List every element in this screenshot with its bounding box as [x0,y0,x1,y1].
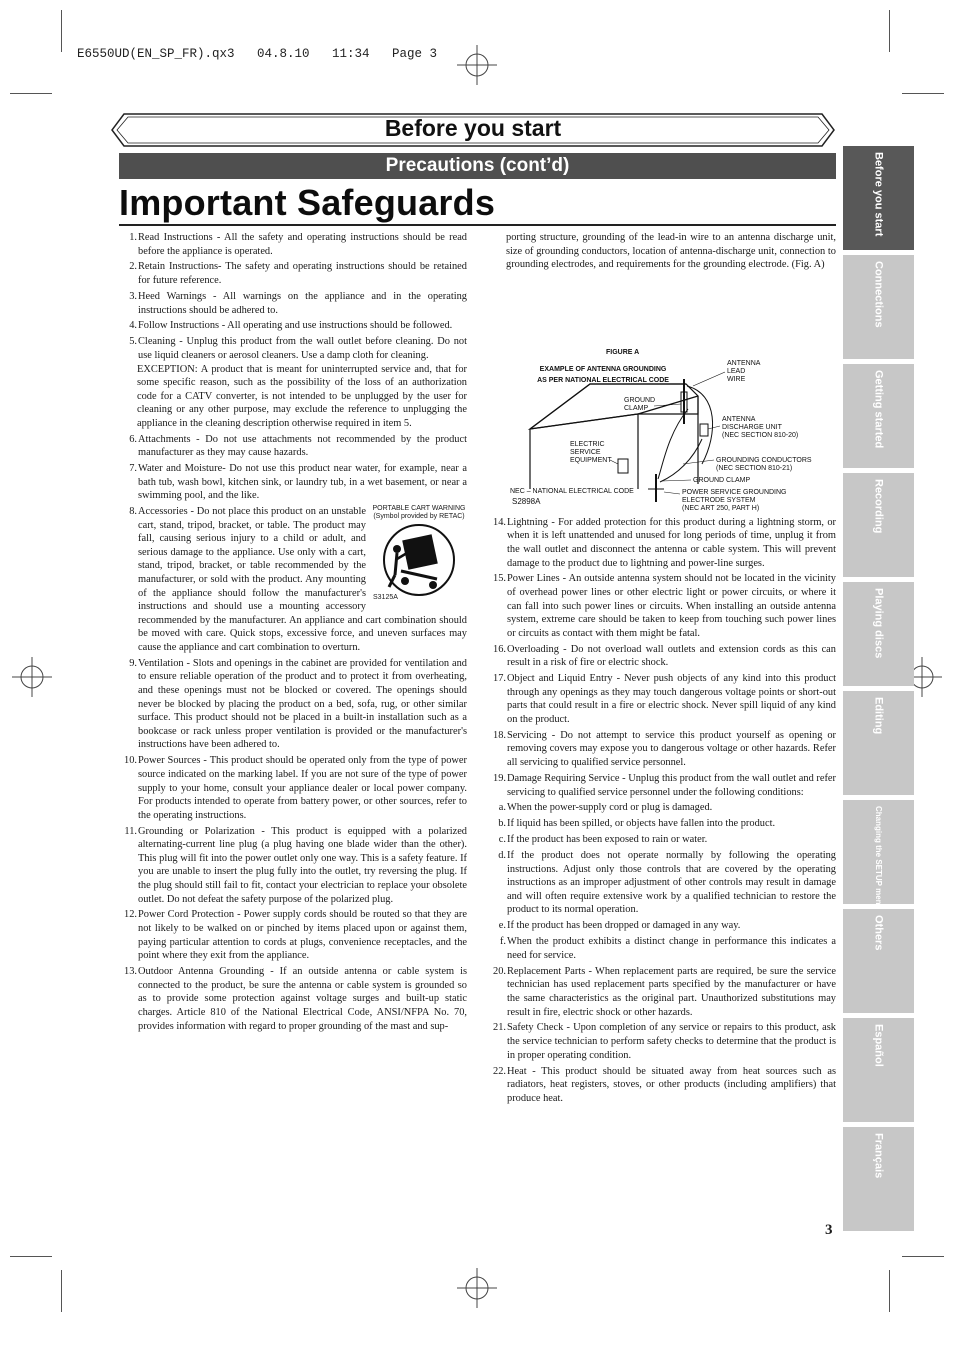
list-item: 3. Heed Warnings - All warnings on the appliance and in the operating instructions should be adhered to. [129,290,467,316]
title-rule [119,224,836,226]
left-column [119,231,467,1035]
list-item: 20. Replacement Parts - When replacement parts are required, be sure the service technician has used replacement parts specified by the manufacturer or have the same characteristics as the original part. Unauthorized substitutions may result in fire, electric shock or other hazards. [493,965,836,1018]
page-number: 3 [825,1222,833,1238]
svg-text:GROUND CLAMP: GROUND CLAMP [693,476,751,484]
list-item: 14. Lightning - For added protection for this product during a lightning storm, or when it is left unattended and unused for long periods of time, unplug it from the wall outlet and disconnect the antenna or cable system. This will prevent damage to the product due to lightning and power-line surges. [493,516,836,569]
list-item: 19. Damage Requiring Service - Unplug this product from the wall outlet and refer servicing to qualified service personnel under the following conditions: [493,772,836,798]
list-item: 15. Power Lines - An outside antenna system should not be located in the vicinity of overhead power lines or other electric light or power circuits, or where it can fall into such power lines or circuits. When installing an outside antenna system, extreme care should be taken to keep from touching such power lines or circuits as contact with them might be fatal. [493,573,836,639]
figure-subtitle: EXAMPLE OF ANTENNA GROUNDING [539,365,667,373]
cart-caption-sub: (Symbol provided by RETAC) [373,513,465,521]
svg-text:S2898A: S2898A [512,496,541,506]
svg-text:ANTENNA: ANTENNA [722,415,756,423]
print-slug: E6550UD(EN_SP_FR).qx3 04.8.10 11:34 Page 3 [77,47,438,61]
registration-mark-top [455,43,499,87]
subsection-title: Precautions (cont’d) [385,155,570,176]
list-item: 2. Retain Instructions- The safety and operating instructions should be retained for future reference. [129,261,467,287]
list-subitem: a. When the power-supply cord or plug is damaged. [498,802,713,814]
svg-text:ANTENNA: ANTENNA [727,359,761,367]
list-item: 11. Grounding or Polarization - This product is equipped with a polarized alternating-current line plug (a plug having one blade wider than the other). This plug will fit into the power outlet only one way. This is a safety feature. If you are unable to insert the plug fully into the outlet, try reversing the plug. If the plug should still fail to fit, contact your electrician to replace your obsolete outlet. Do not defeat the safety purpose of the polarized plug. [124,825,467,905]
list-item: 7. Water and Moisture- Do not use this product near water, for example, near a bath tub, wash bowl, kitchen sink, or laundry tub, in a wet basement, or near a swimming pool, and the like. [129,462,467,502]
list-item: 17. Object and Liquid Entry - Never push objects of any kind into this product through any openings as they may touch dangerous voltage points or short-out parts that could result in a fire or electric shock. Never spill liquid of any kind on the product. [493,673,836,725]
tab-getting-started[interactable]: Getting started [843,364,914,468]
tab-francais[interactable]: Français [843,1127,914,1231]
tab-editing[interactable]: Editing [843,691,914,795]
list-item: 21. Safety Check - Upon completion of any service or repairs to this product, ask the service technician to perform safety checks to determine that the product is in proper operating condition. [493,1022,836,1061]
cart-code: S3125A [373,594,398,602]
cart-warning-icon [379,523,459,597]
svg-text:WIRE: WIRE [727,375,746,383]
tab-connections[interactable]: Connections [843,255,914,359]
cart-caption: PORTABLE CART WARNING [372,505,466,513]
svg-text:EQUIPMENT: EQUIPMENT [570,456,612,464]
svg-text:LEAD: LEAD [727,367,746,375]
svg-text:SERVICE: SERVICE [570,448,601,456]
cart-warning-figure [371,505,467,605]
svg-text:DISCHARGE UNIT: DISCHARGE UNIT [722,423,782,431]
figure-subtitle-2: AS PER NATIONAL ELECTRICAL CODE [537,376,669,384]
continuation-paragraph: porting structure, grounding of the lead-in wire to an antenna discharge unit, size of grounding conductors, location of antenna-discharge unit, connection to grounding electrodes, and requirements for the grounding electrode. (Fig. A) [506,232,836,271]
list-subitem: b. If liquid has been spilled, or objects have fallen into the product. [498,818,776,830]
registration-mark-bottom [455,1266,499,1310]
svg-text:NEC – NATIONAL ELECTRICAL CODE: NEC – NATIONAL ELECTRICAL CODE [510,487,634,495]
svg-text:CLAMP: CLAMP [624,404,649,412]
list-item: 16. Overloading - Do not overload wall outlets and extension cords as this can result in a risk of fire or electric shock. [493,643,836,669]
svg-text:(NEC SECTION 810-21): (NEC SECTION 810-21) [716,464,793,472]
svg-text:ELECTRIC: ELECTRIC [570,440,605,448]
tab-recording[interactable]: Recording [843,473,914,577]
tab-before-you-start[interactable]: Before you start [843,146,914,250]
list-subitem: d. If the product does not operate normally by following the operating instructions. Adjust only those controls that are covered by the operating instructions as an improper adjustment of other controls may result in damage and will often require extensive work by a qualified technician to restore the product to its normal operation. [498,850,836,916]
list-item: 6. Attachments - Do not use attachments not recommended by the product manufacturer as they may cause hazards. [129,433,467,459]
antenna-grounding-figure [488,274,836,514]
list-subitem: f. When the product exhibits a distinct change in performance this indicates a need for service. [499,936,836,961]
tab-others[interactable]: Others [843,909,914,1013]
section-title: Before you start [384,115,562,141]
right-column [488,231,836,1108]
registration-mark-left [10,655,54,699]
svg-text:GROUNDING CONDUCTORS: GROUNDING CONDUCTORS [716,456,812,464]
list-item: 22. Heat - This product should be situated away from heat sources such as radiators, heat registers, stoves, or other products (including amplifiers) that produce heat. [493,1065,836,1104]
subsection-bar [119,153,836,179]
list-item: 5. Cleaning - Unplug this product from the wall outlet before cleaning. Do not use liquid cleaners or aerosol cleaners. Use a damp cloth for cleaning. [129,336,467,361]
list-item: 10. Power Sources - This product should be operated only from the type of power source indicated on the marking label. If you are not sure of the type of power supply to your home, consult your appliance dealer or local power company. For products intended to operate from battery power, or other sources, refer to the operating instructions. [124,755,467,821]
page-title: Important Safeguards [119,182,496,223]
list-item: 4. Follow Instructions - All operating and use instructions should be followed. [129,320,453,332]
svg-text:ELECTRODE SYSTEM: ELECTRODE SYSTEM [682,496,756,504]
list-item: 12. Power Cord Protection - Power supply cords should be routed so that they are not likely to be walked on or pinched by items placed upon or against them, paying particular attention to cords at plugs, convenience receptacles, and the point where they exit from the appliance. [124,909,467,962]
list-item: 13. Outdoor Antenna Grounding - If an outside antenna or cable system is connected to the product, be sure the antenna or cable system is grounded so as to provide some protection against voltage surges and built-up static charges. Article 810 of the National Electrical Code, ANSI/NFPA No. 70, provides information with regard to proper grounding of the mast and sup- [124,966,467,1032]
list-item: 18. Servicing - Do not attempt to service this product yourself as opening or removing covers may expose you to dangerous voltage or other hazards. Refer all servicing to qualified service personnel. [493,729,836,769]
tab-playing-discs[interactable]: Playing discs [843,582,914,686]
tab-espanol[interactable]: Español [843,1018,914,1122]
exception-paragraph: EXCEPTION: A product that is meant for uninterrupted service and, that for some specific reason, such as the possibility of the loss of an authorization code for a CATV converter, is not intended to be unplugged by the user for cleaning or any other purpose, may exclude the reference to unplugging the appliance in the cleaning description otherwise required in item 5. [137,363,467,429]
svg-text:POWER SERVICE GROUNDING: POWER SERVICE GROUNDING [682,488,787,496]
list-subitem: c. If the product has been exposed to rain or water. [498,834,708,846]
section-banner [110,112,836,148]
svg-text:GROUND: GROUND [624,396,656,404]
tab-changing-setup-menu[interactable]: Changing the SETUP menu [843,800,914,904]
list-item: 9. Ventilation - Slots and openings in the cabinet are provided for ventilation and to ensure reliable operation of the product and to protect it from overheating, and these openings must not be blocked or covered. The openings should never be blocked by placing the product on a bed, sofa, rug, or other similar surface. This product should not be placed in a built-in installation such as a bookcase or rack unless proper ventilation is provided or the manufacturer's instructions have been adhered to. [129,657,467,751]
list-item: 8. PORTABLE CART WARNING (Symbol provided by RETAC) S3125A Accessories - Do not place this product on an unstable cart, stand, tripod, bracket, or table. The product may fall, causing serious injury to a child or adult, and serious damage to the appliance. Use only with a cart, stand, tripod, bracket, or table recommended by the manufacturer, or sold with the product. Any mounting of the appliance should follow the manufacturer's instructions and should use a mounting accessory recommended by the manufacturer. An appliance and cart combination should be moved with care. Quick stops, excessive force, and uneven surfaces may cause the appliance and cart combination to overturn. [129,505,467,653]
list-item: 1. Read Instructions - All the safety and operating instructions should be read before the appliance is operated. [129,232,467,257]
list-subitem: e. If the product has been dropped or damaged in any way. [498,920,741,932]
svg-text:(NEC ART 250, PART H): (NEC ART 250, PART H) [682,504,760,512]
svg-text:(NEC SECTION 810-20): (NEC SECTION 810-20) [722,431,799,439]
figure-title: FIGURE A [606,348,640,356]
